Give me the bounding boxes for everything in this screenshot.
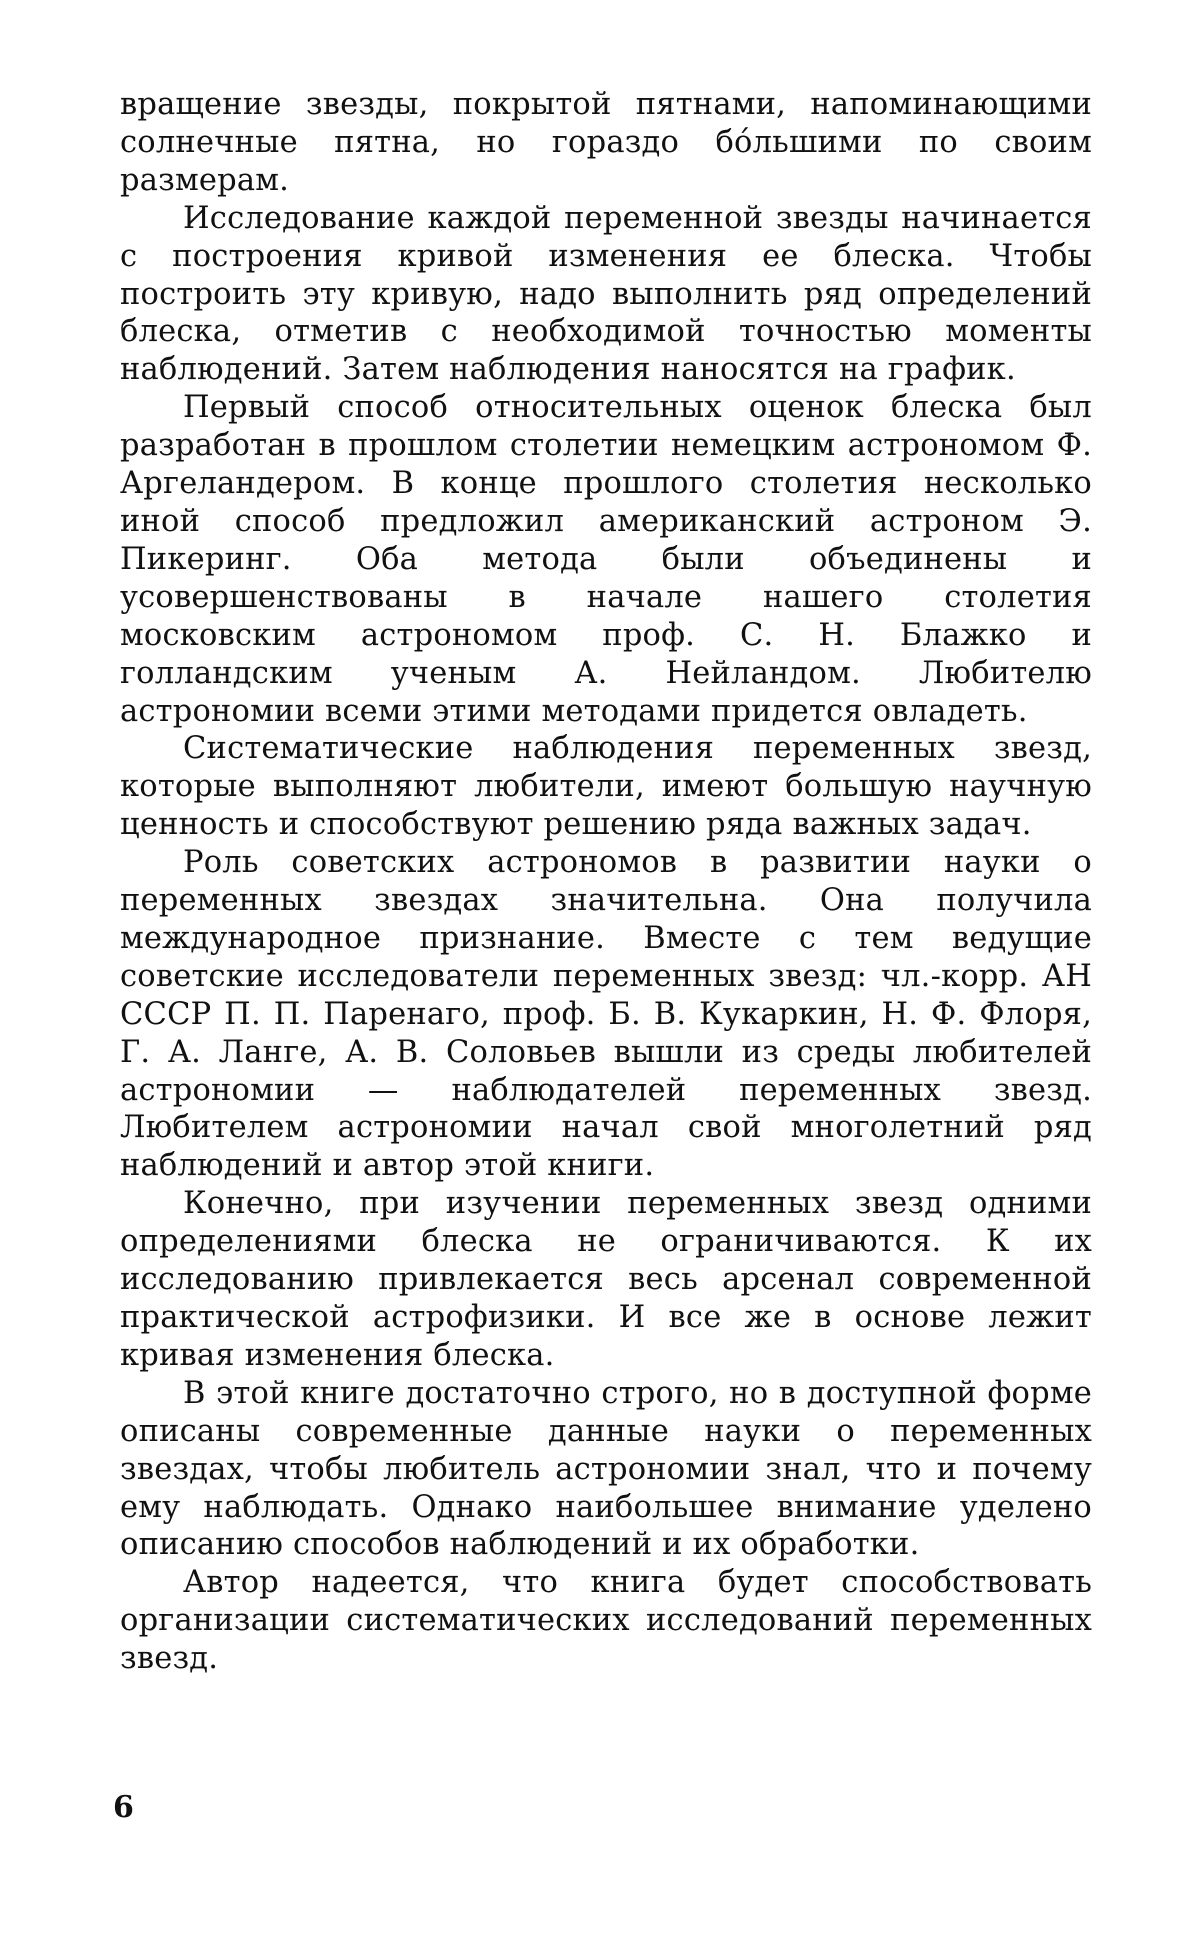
paragraph-estimation-methods: Первый способ относительных оценок блеска был разработан в прошлом столетии немецким астрономом Ф. Аргеландером. В конце прошлого столетия несколько иной способ предложил американский астроном Э. Пикеринг. Оба метода были объединены и усовершенствованы в начале нашего столетия московским астрономом проф. С. Н. Блажко и голландским ученым А. Нейландом. Любителю астрономии всеми этими методами придется овладеть. [120, 390, 1092, 729]
paragraph-book-contents: В этой книге достаточно строго, но в доступной форме описаны современные данные науки о переменных звездах, чтобы любитель астрономии знал, что и почему ему наблюдать. Однако наибольшее внимание уделено описанию способов наблюдений и их обработки. [120, 1375, 1092, 1563]
page-text [120, 86, 1092, 1678]
paragraph-soviet-astronomers: Роль советских астрономов в развитии науки о переменных звездах значительна. Она получила международное признание. Вместе с тем ведущие советские исследователи переменных звезд: чл.-корр. АН СССР П. П. Паренаго, проф. Б. В. Кукаркин, Н. Ф. Флоря, Г. А. Ланге, А. В. Соловьев вышли из среды любителей астрономии — наблюдателей переменных звезд. Любителем астрономии начал свой многолетний ряд наблюдений и автор этой книги. [120, 845, 1092, 1184]
paragraph-author-hope: Автор надеется, что книга будет способствовать организации систематических исследований переменных звезд. [120, 1565, 1092, 1677]
paragraph-continued: вращение звезды, покрытой пятнами, напоминающими солнечные пятна, но гораздо бо́льшими по своим размерам. [120, 87, 1092, 198]
paragraph-amateur-observations: Систематические наблюдения переменных звезд, которые выполняют любители, имеют большую научную ценность и способствуют решению ряда важных задач. [120, 731, 1092, 843]
paragraph-variable-star-study: Исследование каждой переменной звезды начинается с построения кривой изменения ее блеска. Чтобы построить эту кривую, надо выполнить ряд определений блеска, отметив с необходимой точностью моменты наблюдений. Затем наблюдения наносятся на график. [120, 200, 1092, 388]
paragraph-light-curve: Конечно, при изучении переменных звезд одними определениями блеска не ограничиваются. К их исследованию привлекается весь арсенал современной практической астрофизики. И все же в основе лежит кривая изменения блеска. [120, 1186, 1092, 1373]
page-number: 6 [113, 1790, 134, 1825]
